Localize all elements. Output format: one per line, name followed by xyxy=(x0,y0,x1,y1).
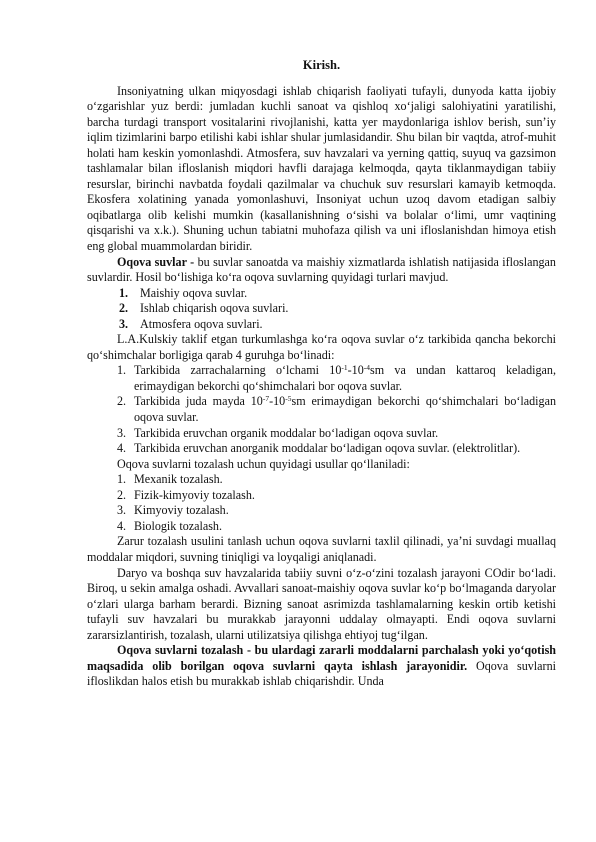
item-number: 3. xyxy=(117,425,127,440)
item-text: Tarkibida zarrachalarning oʻlchami 10 xyxy=(134,363,342,378)
exponent: -5 xyxy=(285,394,292,404)
item-text: Atmosfera oqova suvlari. xyxy=(140,316,263,331)
item-number: 1. xyxy=(117,363,127,378)
item-number: 1. xyxy=(117,472,127,487)
page-title: Kirish. xyxy=(302,58,341,72)
document-page xyxy=(87,58,556,690)
exponent: -4 xyxy=(363,363,370,373)
item-text: -10 xyxy=(269,394,286,409)
list-item xyxy=(87,317,556,333)
list-item xyxy=(117,363,556,394)
item-text: -10 xyxy=(347,363,364,378)
item-text: Fizik-kimyoviy tozalash. xyxy=(134,487,255,502)
item-text: Ishlab chiqarish oqova suvlari. xyxy=(140,301,289,316)
exponent: -7 xyxy=(262,394,270,404)
item-text: Tarkibida juda mayda 10 xyxy=(134,394,263,409)
item-number: 1. xyxy=(119,285,129,300)
list-item xyxy=(117,472,556,488)
list-item xyxy=(117,488,556,504)
intro-paragraph: Insoniyatning ulkan miqyosdagi ishlab chiqarish faoliyati tufayli, dunyoda katta ijobiy oʻzgarishlar yuz berdi: jumladan kuchli sanoat va qishloq xoʻjaligi salohiyatini yaratilishi, barcha turdagi transport vositalarini rivojlanishi, katta yer maydonlariga ishlov berish, sun’iy iqlim tizimlarini barpo etilishi kabi ishlar shular jumlasidandir. Shu bilan bir vaqtda, atrof-muhit holati ham keskin yomonlashdi. Atmosfera, suv havzalari va yerning qattiq, suyuq va gazsimon tashlamalar bilan ifloslanish miqdori havfli darajaga kelmoqda, qayta tiklanmaydigan tabiiy resurslar, birinchi navbatda foydali qazilmalar va chuchuk suv resurslari kamayib ketmoqda. Ekosfera xolatining yanada yomonlashuvi, Insoniyat uchun uzoq davom etadigan salbiy oqibatlarga olib kelishi mumkin (kasallanishning oʻsishi va bolalar oʻlimi, umr vaqtining qisqarishi va x.k.). Shuning uchun tabiatni muhofaza qilish va uni ifloslanishdan himoya etish eng global muammolardan biridir. xyxy=(87,83,556,254)
treatment-definition-paragraph xyxy=(87,643,556,690)
list-item xyxy=(117,441,556,457)
wastewater-types-list xyxy=(87,286,556,333)
classification-paragraph: L.A.Kulskiy taklif etgan turkumlashga koʻra oqova suvlar oʻz tarkibida qancha bekorchi qoʻshimchalar borligiga qarab 4 guruhga boʻlinadi: xyxy=(87,332,556,362)
list-item xyxy=(87,301,556,317)
analysis-paragraph: Zarur tozalash usulini tanlash uchun oqova suvlarni taxlil qilinadi, ya’ni suvdagi muallaq moddalar miqdori, suvning tiniqligi va loyqaligi aniqlanadi. xyxy=(87,534,556,564)
item-number: 2. xyxy=(117,394,127,409)
list-item xyxy=(117,519,556,535)
item-number: 4. xyxy=(117,441,127,456)
list-item xyxy=(117,426,556,442)
methods-list xyxy=(117,472,556,534)
item-number: 3. xyxy=(119,316,129,331)
item-number: 2. xyxy=(119,301,129,316)
methods-intro: Oqova suvlarni tozalash uchun quyidagi usullar qoʻllaniladi: xyxy=(117,456,410,471)
list-item xyxy=(117,394,556,425)
item-number: 4. xyxy=(117,518,127,533)
treatment-definition-bold: Oqova suvlarni tozalash - bu ulardagi zararli moddalarni parchalash yoki yoʻqotish maqsadida olib borilgan oqova suvlarni qayta ishlash jarayonidir. xyxy=(87,643,556,673)
definition-text: bu suvlar sanoatda va maishiy xizmatlarda ishlatish natijasida ifloslangan suvlardir. Hosil boʻlishiga koʻra oqova suvlarning quyidagi turlari mavjud. xyxy=(87,254,556,285)
item-number: 2. xyxy=(117,487,127,502)
item-text: sm erimaydigan bekorchi qoʻshimchalari boʻladigan oqova suvlar. xyxy=(134,394,556,425)
groups-list xyxy=(117,363,556,456)
item-text: Biologik tozalash. xyxy=(134,518,223,533)
self-purification-paragraph: Daryo va boshqa suv havzalarida tabiiy suvni oʻz-oʻzini tozalash jarayoni COdir boʻladi. Biroq, u sekin amalga oshadi. Avvallari sanoat-maishiy oqova suvlar koʻp boʻlmaganda daryolar oʻzlari ularga barham berardi. Bizning sanoat asrimizda tashlamalarning keskin ortib ketishi tufayli suv havzalari bu murakkab jarayonni uddalay olmayapti. Endi oqova suvlarni zararsizlantirish, tozalash, ularni utilizatsiya qilishga ehtiyoj tugʻilgan. xyxy=(87,565,556,642)
item-number: 3. xyxy=(117,503,127,518)
item-text: Tarkibida eruvchan organik moddalar boʻladigan oqova suvlar. xyxy=(134,425,439,440)
definition-term: Oqova suvlar - xyxy=(117,254,198,269)
treatment-definition-text: Oqova suvlarni ifloslikdan halos etish bu murakkab ishlab chiqarishdir. Unda xyxy=(87,658,556,689)
definition-paragraph xyxy=(87,255,556,286)
item-text: Tarkibida eruvchan anorganik moddalar boʻladigan oqova suvlar. (elektrolitlar). xyxy=(134,441,521,456)
exponent: -1 xyxy=(341,363,348,373)
list-item xyxy=(87,286,556,302)
item-text: Maishiy oqova suvlar. xyxy=(140,285,248,300)
item-text: Mexanik tozalash. xyxy=(134,472,223,487)
list-item xyxy=(117,503,556,519)
item-text: Kimyoviy tozalash. xyxy=(134,503,229,518)
item-text: sm va undan kattaroq keladigan, erimaydigan bekorchi qoʻshimchalari bor oqova suvlar. xyxy=(134,363,556,393)
